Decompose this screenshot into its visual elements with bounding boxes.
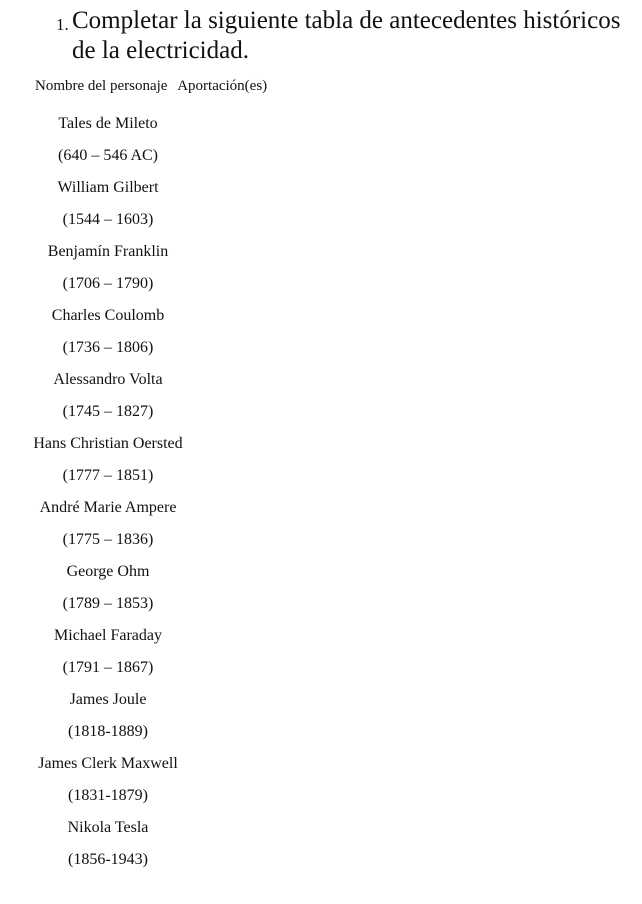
- person-years: (1777 – 1851): [62, 467, 154, 484]
- person-years: (1818-1889): [68, 723, 148, 740]
- person-years: (1789 – 1853): [62, 595, 154, 612]
- person-years: (1706 – 1790): [62, 275, 154, 292]
- table-row: [10, 688, 206, 752]
- table-row: [10, 112, 206, 176]
- person-name: Hans Christian Oersted: [33, 435, 183, 452]
- person-name: Charles Coulomb: [51, 307, 165, 324]
- table-row: [10, 560, 206, 624]
- table-row: [10, 624, 206, 688]
- person-years: (1745 – 1827): [62, 403, 154, 420]
- table-row: [10, 240, 206, 304]
- table-row: [10, 496, 206, 560]
- column-header-contribution: Aportación(es): [177, 78, 268, 94]
- person-years: (1856-1943): [68, 851, 148, 868]
- person-name: James Joule: [69, 691, 147, 708]
- question: [56, 6, 636, 66]
- person-years: (1831-1879): [68, 787, 148, 804]
- person-name: George Ohm: [66, 563, 150, 580]
- person-name: Nikola Tesla: [67, 819, 149, 836]
- table-row: [10, 816, 206, 880]
- person-name: Tales de Mileto: [58, 115, 158, 132]
- table-row: [10, 368, 206, 432]
- question-text: Completar la siguiente tabla de antecedentes históricos de la electricidad.: [72, 7, 621, 64]
- table-row: [10, 176, 206, 240]
- person-years: (640 – 546 AC): [58, 147, 158, 164]
- question-number: 1.: [56, 15, 69, 34]
- table-row: [10, 304, 206, 368]
- table-row: [10, 432, 206, 496]
- table-row: [10, 752, 206, 816]
- column-header-name: Nombre del personaje: [35, 78, 168, 94]
- person-name: André Marie Ampere: [39, 499, 177, 516]
- person-name: James Clerk Maxwell: [38, 755, 178, 772]
- table-header: [35, 78, 267, 95]
- person-years: (1791 – 1867): [62, 659, 154, 676]
- person-table: [10, 112, 206, 880]
- person-years: (1736 – 1806): [62, 339, 154, 356]
- person-name: Alessandro Volta: [53, 371, 163, 388]
- person-name: Benjamín Franklin: [47, 243, 169, 260]
- person-name: William Gilbert: [57, 179, 159, 196]
- person-years: (1775 – 1836): [62, 531, 154, 548]
- person-name: Michael Faraday: [54, 627, 162, 644]
- person-years: (1544 – 1603): [62, 211, 154, 228]
